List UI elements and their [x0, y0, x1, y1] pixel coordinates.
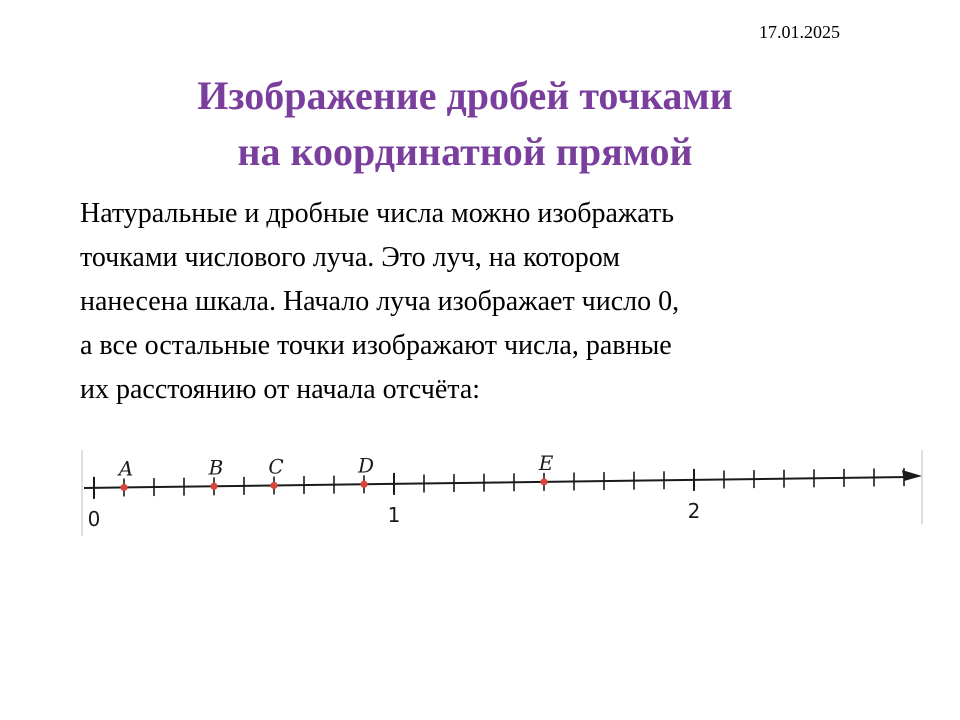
ray-arrow-icon [902, 470, 922, 481]
ray-point-b [210, 483, 217, 490]
ray-point-label: C [268, 454, 284, 479]
slide-date: 17.01.2025 [759, 22, 840, 42]
slide-title-line-1: Изображение дробей точками [197, 73, 733, 118]
ray-point-label: D [357, 453, 375, 478]
number-ray-figure [80, 448, 924, 554]
slide-body-text [80, 192, 910, 412]
body-line-4: а все остальные точки изображают числа, равные [80, 330, 672, 361]
ray-unit-label: 2 [687, 498, 701, 523]
body-line-5: их расстоянию от начала отсчёта: [80, 374, 481, 405]
number-ray-diagram [80, 448, 924, 554]
body-line-3: нанесена шкала. Начало луча изображает число 0, [80, 286, 680, 317]
ray-unit-label: 0 [87, 506, 101, 531]
ray-point-c [270, 482, 277, 489]
body-line-2: точками числового луча. Это луч, на котором [80, 242, 620, 273]
slide-title [0, 68, 930, 180]
ray-point-a [120, 484, 127, 491]
ray-point-label: A [118, 456, 134, 481]
body-line-1: Натуральные и дробные числа можно изображать [80, 198, 674, 229]
ray-point-e [540, 478, 547, 485]
slide-title-line-2: на координатной прямой [237, 129, 693, 174]
ray-point-d [360, 481, 367, 488]
ray-point-label: B [208, 455, 224, 480]
ray-unit-label: 1 [387, 502, 401, 527]
ray-point-label: E [538, 450, 554, 475]
